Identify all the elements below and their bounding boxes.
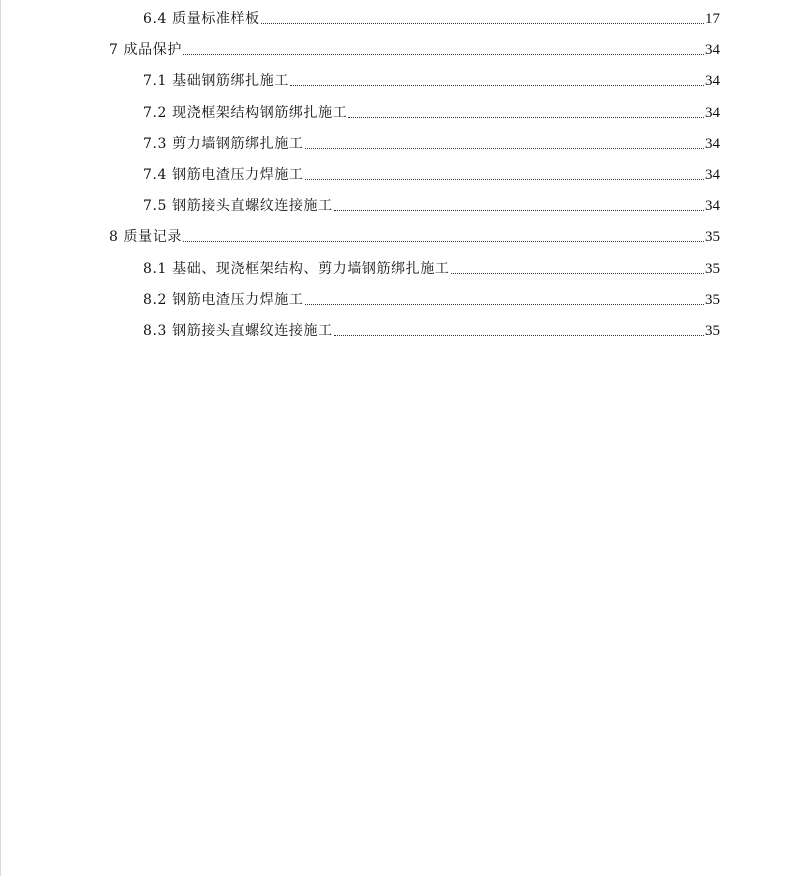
toc-dot-leader [348, 116, 704, 118]
toc-dot-leader [305, 147, 704, 149]
toc-entry-7[interactable] [109, 37, 720, 59]
toc-dot-leader [451, 272, 704, 274]
toc-dot-leader [305, 303, 704, 305]
toc-page-number: 35 [705, 292, 720, 308]
toc-page-number: 34 [705, 42, 720, 58]
toc-entry-title: 8 质量记录 [109, 229, 182, 245]
toc-entry-title: 8.1 基础、现浇框架结构、剪力墙钢筋绑扎施工 [143, 261, 450, 277]
toc-entry-title: 7 成品保护 [109, 42, 182, 58]
toc-entry-title: 7.2 现浇框架结构钢筋绑扎施工 [143, 105, 348, 121]
toc-entry-6-4[interactable] [143, 6, 720, 28]
toc-dot-leader [334, 209, 704, 211]
toc-dot-leader [334, 334, 704, 336]
toc-entry-title: 8.3 钢筋接头直螺纹连接施工 [143, 323, 333, 339]
toc-page-number: 35 [705, 229, 720, 245]
toc-page-number: 35 [705, 261, 720, 277]
toc-page-number: 34 [705, 105, 720, 121]
toc-entry-7-5[interactable] [143, 193, 720, 215]
toc-entry-7-3[interactable] [143, 131, 720, 153]
toc-entry-7-1[interactable] [143, 68, 720, 90]
toc-page-number: 34 [705, 167, 720, 183]
toc-dot-leader [183, 240, 704, 242]
toc-page-number: 35 [705, 323, 720, 339]
toc-entry-8[interactable] [109, 224, 720, 246]
toc-entry-7-2[interactable] [143, 100, 720, 122]
toc-page-number: 34 [705, 136, 720, 152]
toc-entry-title: 6.4 质量标准样板 [143, 11, 260, 27]
toc-entry-7-4[interactable] [143, 162, 720, 184]
toc-dot-leader [305, 178, 704, 180]
toc-page-number: 34 [705, 198, 720, 214]
toc-entry-title: 7.4 钢筋电渣压力焊施工 [143, 167, 304, 183]
toc-entry-title: 7.3 剪力墙钢筋绑扎施工 [143, 136, 304, 152]
toc-page-number: 17 [705, 11, 720, 27]
toc-entry-8-2[interactable] [143, 287, 720, 309]
toc-page-number: 34 [705, 73, 720, 89]
toc-entry-title: 8.2 钢筋电渣压力焊施工 [143, 292, 304, 308]
toc-entry-8-1[interactable] [143, 256, 720, 278]
toc-entry-8-3[interactable] [143, 318, 720, 340]
toc-entry-title: 7.1 基础钢筋绑扎施工 [143, 73, 289, 89]
toc-entry-title: 7.5 钢筋接头直螺纹连接施工 [143, 198, 333, 214]
toc-dot-leader [183, 53, 704, 55]
toc-dot-leader [290, 84, 704, 86]
toc-dot-leader [261, 22, 704, 24]
